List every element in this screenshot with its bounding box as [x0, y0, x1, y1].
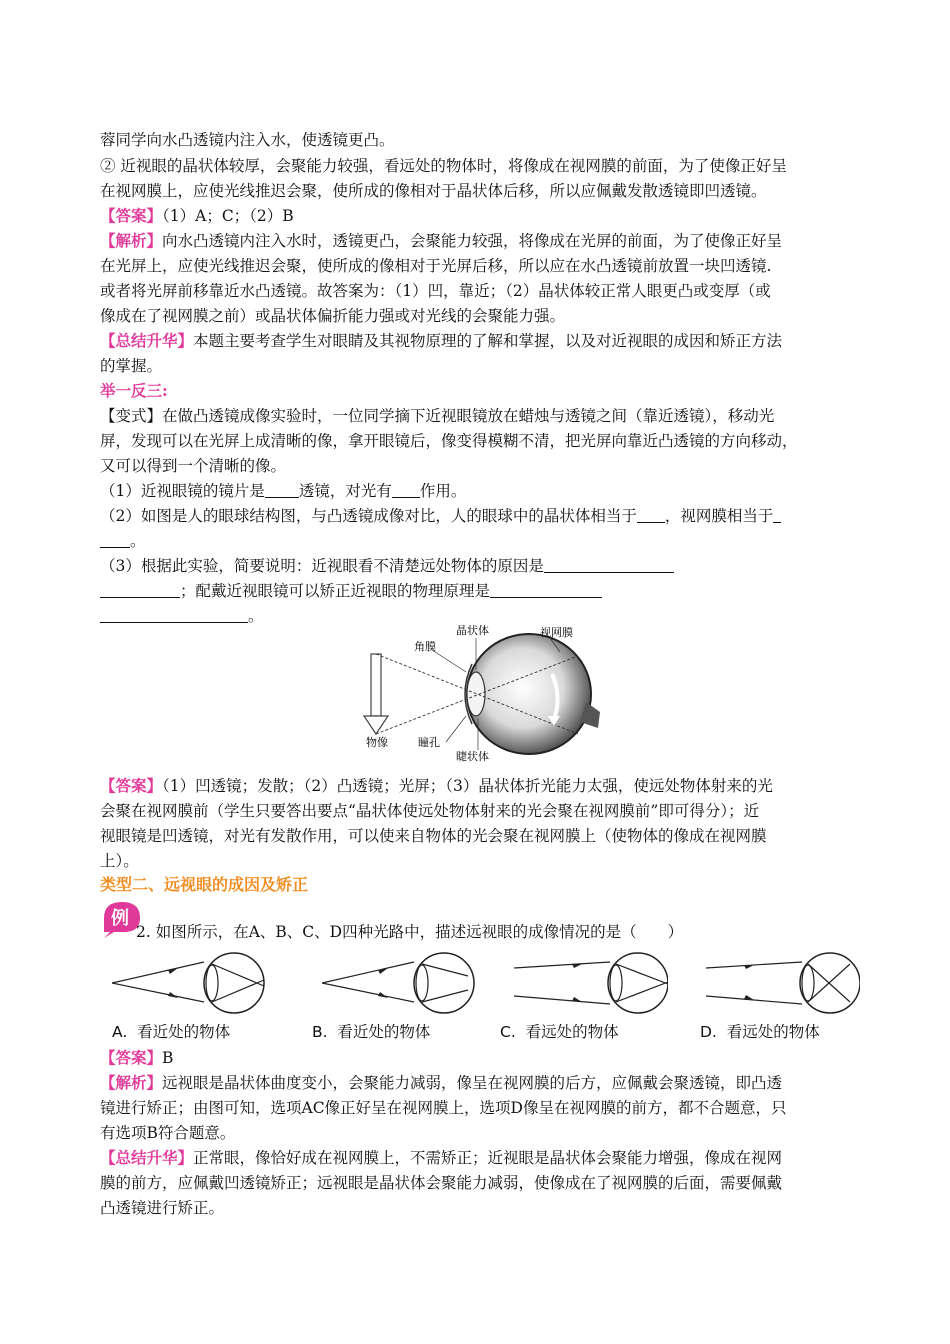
option-b-label: B. 看近处的物体	[312, 1023, 431, 1041]
label-pupil: 瞳孔	[418, 736, 440, 749]
question-line: （2）如图是人的眼球结构图，与凸透镜成像对比，人的眼球中的晶状体相当于 ，视网膜相当于	[100, 504, 860, 528]
question-line: （1）近视眼镜的镜片是 透镜，对光有 作用。	[100, 482, 467, 500]
answer-blank	[265, 481, 299, 498]
eye-structure-figure	[354, 622, 604, 762]
text-line: 又可以得到一个清晰的像。	[100, 457, 287, 475]
summary-line: 【总结升华】本题主要考查学生对眼睛及其视物原理的了解和掌握，以及对近视眼的成因和矫正方法	[100, 331, 783, 350]
text-line: 在视网膜上，应使光线推迟会聚，使所成的像相对于晶状体后移，所以应佩戴发散透镜即凹透镜。	[100, 182, 767, 200]
text-line: 视眼镜是凹透镜，对光有发散作用，可以使来自物体的光会聚在视网膜上（使物体的像成在视网膜	[100, 827, 767, 845]
type-title: 类型二、远视眼的成因及矫正	[100, 875, 309, 894]
option-c-label: C. 看远处的物体	[500, 1023, 619, 1041]
question-line: ；配戴近视眼镜可以矫正近视眼的物理原理是	[100, 579, 860, 603]
answer-blank	[392, 481, 420, 498]
label-cornea: 角膜	[414, 640, 436, 653]
answer-blank	[544, 556, 674, 573]
question-line: 。	[100, 529, 860, 553]
answer-tag: 【答案】	[100, 206, 163, 225]
text-line: 镜进行矫正；由图可知，选项AC像正好呈在视网膜上，选项D像呈在视网膜的前方，都不合题意，只	[100, 1099, 787, 1117]
variant-line: 【变式】在做凸透镜成像实验时，一位同学摘下近视眼镜放在蜡烛与透镜之间（靠近透镜），移动光	[100, 407, 775, 425]
answer-blank	[490, 581, 602, 598]
svg-text:例: 例	[111, 908, 129, 929]
light-path-b	[320, 950, 476, 1016]
answer-blank	[100, 581, 180, 598]
answer-tag: 【答案】	[100, 1048, 163, 1067]
answer-line: 【答案】（1）A；C；（2）B	[100, 206, 294, 225]
answer-blank	[637, 506, 665, 523]
text-line: ② 近视眼的晶状体较厚，会聚能力较强，看远处的物体时，将像成在视网膜的前面，为了使像正好呈	[100, 157, 787, 175]
answer-blank	[100, 531, 130, 548]
answer-line: 【答案】（1）凹透镜；发散；（2）凸透镜；光屏；（3）晶状体折光能力太强，使远处物体射来的光	[100, 776, 773, 795]
label-ciliary: 睫状体	[456, 750, 489, 762]
summary-tag: 【总结升华】	[100, 1148, 194, 1167]
light-path-d	[704, 950, 860, 1016]
answer-blank	[100, 606, 248, 623]
analysis-line: 【解析】向水凸透镜内注入水时，透镜更凸，会聚能力较强，将像成在光屏的前面，为了使像正好呈	[100, 231, 783, 250]
answer-line: 【答案】B	[100, 1048, 174, 1067]
light-path-a	[110, 950, 266, 1016]
question-line: （3）根据此实验，简要说明：近视眼看不清楚远处物体的原因是	[100, 554, 860, 578]
answer-tag: 【答案】	[100, 776, 163, 795]
text-line: 有选项B符合题意。	[100, 1124, 236, 1142]
question-line: 。	[100, 604, 860, 628]
light-path-c	[512, 950, 668, 1016]
label-retina: 视网膜	[540, 626, 573, 639]
variant-tag: 【变式】	[100, 407, 163, 425]
text-line: 凸透镜进行矫正。	[100, 1199, 225, 1217]
object-arrow	[364, 654, 388, 734]
text-line: 在光屏上，应使光线推迟会聚，使所成的像相对于光屏后移，所以应在水凸透镜前放置一块凹透镜.	[100, 257, 772, 275]
text-line: 会聚在视网膜前（学生只要答出要点“晶状体使远处物体射来的光会聚在视网膜前”即可得分）；近	[100, 802, 760, 820]
option-a-label: A. 看近处的物体	[112, 1023, 231, 1041]
text-line: 蓉同学向水凸透镜内注入水，使透镜更凸。	[100, 131, 395, 149]
analysis-tag: 【解析】	[100, 1073, 163, 1092]
option-d-label: D. 看远处的物体	[700, 1023, 820, 1041]
question-text: 2. 如图所示，在A、B、C、D四种光路中，描述远视眼的成像情况的是（ ）	[136, 923, 684, 941]
text-line: 屏，发现可以在光屏上成清晰的像，拿开眼镜后，像变得模糊不清，把光屏向靠近凸透镜的方向移动，	[100, 432, 798, 450]
label-lens: 晶状体	[456, 624, 489, 637]
text-line: 上）。	[100, 852, 139, 870]
label-object: 物像	[366, 736, 388, 749]
text-line: 膜的前方，应佩戴凹透镜矫正；远视眼是晶状体会聚能力减弱，使像成在了视网膜的后面，需要佩戴	[100, 1174, 783, 1192]
summary-tag: 【总结升华】	[100, 331, 194, 350]
section-title: 举一反三:	[100, 381, 168, 400]
text-line: 像成在了视网膜之前）或晶状体偏折能力强或对光线的会聚能力强。	[100, 307, 566, 325]
text-line: 的掌握。	[100, 357, 163, 375]
text-line: 或者将光屏前移靠近水凸透镜。故答案为：（1）凹，靠近；（2）晶状体较正常人眼更凸或变厚（或	[100, 282, 771, 300]
answer-blank	[773, 506, 781, 523]
summary-line: 【总结升华】正常眼，像恰好成在视网膜上，不需矫正；近视眼是晶状体会聚能力增强，像成在视网	[100, 1148, 783, 1167]
analysis-line: 【解析】远视眼是晶状体曲度变小，会聚能力减弱，像呈在视网膜的后方，应佩戴会聚透镜，即凸透	[100, 1073, 783, 1092]
analysis-tag: 【解析】	[100, 231, 163, 250]
